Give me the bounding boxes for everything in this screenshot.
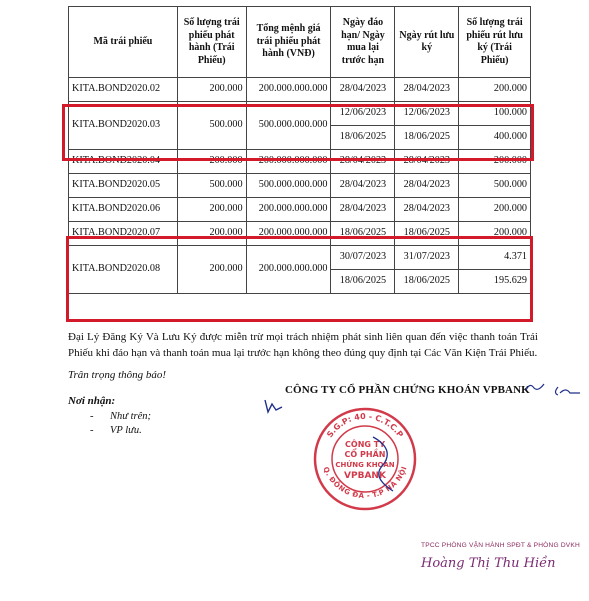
issued-quantity: 200.000 <box>177 222 246 246</box>
issued-quantity: 500.000 <box>177 174 246 198</box>
withdraw-quantity: 195.629 <box>459 270 531 294</box>
total-par-value: 200.000.000.000 <box>246 198 331 222</box>
total-par-value: 200.000.000.000 <box>246 246 331 294</box>
maturity-date: 28/04/2023 <box>331 150 395 174</box>
initial-mark-icon <box>552 383 582 399</box>
withdraw-date: 18/06/2025 <box>395 126 459 150</box>
seal-line: CHỨNG KHOÁN <box>335 461 395 469</box>
recipients-list <box>90 410 151 438</box>
seal-ring-bottom-text: Q. ĐỐNG ĐA - T.P HÀ NỘI <box>321 465 409 501</box>
header-issued-quantity: Số lượng trái phiếu phát hành (Trái Phiếu) <box>177 7 246 78</box>
total-par-value: 200.000.000.000 <box>246 78 331 102</box>
table-row <box>69 174 531 198</box>
maturity-date: 28/04/2023 <box>331 78 395 102</box>
withdraw-date: 28/04/2023 <box>395 174 459 198</box>
highlight-box-bond-03 <box>62 104 534 161</box>
total-par-value: 500.000.000.000 <box>246 102 331 150</box>
bond-code: KITA.BOND2020.03 <box>69 102 178 150</box>
withdraw-date: 28/04/2023 <box>395 198 459 222</box>
withdraw-quantity: 200.000 <box>459 198 531 222</box>
maturity-date: 18/06/2025 <box>331 222 395 246</box>
signer-title: TPCC PHÒNG VẬN HÀNH SPĐT & PHÒNG DVKH <box>421 542 580 549</box>
seal-line: CỔ PHẦN <box>344 450 386 459</box>
closing-regards: Trân trọng thông báo! <box>68 369 167 381</box>
signer-name: Hoàng Thị Thu Hiền <box>421 556 556 571</box>
header-total-par-value: Tổng mệnh giá trái phiếu phát hành (VNĐ) <box>246 7 331 78</box>
withdraw-quantity: 200.000 <box>459 150 531 174</box>
withdraw-quantity: 400.000 <box>459 126 531 150</box>
highlight-box-bonds-07-08 <box>66 236 533 322</box>
total-par-value: 200.000.000.000 <box>246 222 331 246</box>
table-row <box>69 78 531 102</box>
bond-code: KITA.BOND2020.02 <box>69 78 178 102</box>
issued-quantity: 200.000 <box>177 246 246 294</box>
maturity-date: 28/04/2023 <box>331 174 395 198</box>
bond-code: KITA.BOND2020.06 <box>69 198 178 222</box>
recipients-label: Nơi nhận: <box>68 395 116 407</box>
seal-line: CÔNG TY <box>345 440 385 449</box>
total-par-value: 500.000.000.000 <box>246 174 331 198</box>
maturity-date: 12/06/2023 <box>331 102 395 126</box>
withdraw-date: 12/06/2023 <box>395 102 459 126</box>
issued-quantity: 500.000 <box>177 102 246 150</box>
withdraw-quantity: 100.000 <box>459 102 531 126</box>
issued-quantity: 200.000 <box>177 78 246 102</box>
withdraw-date: 28/04/2023 <box>395 150 459 174</box>
maturity-date: 18/06/2025 <box>331 126 395 150</box>
company-seal-icon <box>313 407 418 512</box>
withdraw-quantity: 500.000 <box>459 174 531 198</box>
bond-code: KITA.BOND2020.04 <box>69 150 178 174</box>
maturity-date: 30/07/2023 <box>331 246 395 270</box>
withdraw-date: 18/06/2025 <box>395 270 459 294</box>
withdraw-quantity: 4.371 <box>459 246 531 270</box>
issued-quantity: 200.000 <box>177 150 246 174</box>
bond-code: KITA.BOND2020.07 <box>69 222 178 246</box>
list-item: - Như trên; <box>90 410 151 424</box>
list-item: - VP lưu. <box>90 424 151 438</box>
maturity-date: 28/04/2023 <box>331 198 395 222</box>
maturity-date: 18/06/2025 <box>331 270 395 294</box>
initial-mark-icon <box>262 398 284 416</box>
seal-ring-top-text: S.G.P: 40 - C.T.C.P <box>325 411 405 440</box>
initial-mark-icon <box>524 380 546 394</box>
total-par-value: 200.000.000.000 <box>246 150 331 174</box>
header-maturity-date: Ngày đáo hạn/ Ngày mua lại trước hạn <box>331 7 395 78</box>
withdraw-date: 31/07/2023 <box>395 246 459 270</box>
table-row <box>69 198 531 222</box>
withdraw-quantity: 200.000 <box>459 78 531 102</box>
header-bond-code: Mã trái phiếu <box>69 7 178 78</box>
seal-line: VPBANK <box>344 471 386 481</box>
bond-code: KITA.BOND2020.05 <box>69 174 178 198</box>
header-withdraw-quantity: Số lượng trái phiếu rút lưu ký (Trái Phiếu) <box>459 7 531 78</box>
disclaimer-paragraph: Đại Lý Đăng Ký Và Lưu Ký được miễn trừ mọi trách nhiệm phát sinh liên quan đến việc thanh toán Trái Phiếu khi đáo hạn và thanh toán mua lại trước hạn không theo đúng quy định tại Các Văn Kiện Trái Phiếu. <box>68 331 538 359</box>
issued-quantity: 200.000 <box>177 198 246 222</box>
bond-code: KITA.BOND2020.08 <box>69 246 178 294</box>
header-withdraw-date: Ngày rút lưu ký <box>395 7 459 78</box>
table-header-row <box>69 7 531 78</box>
withdraw-date: 18/06/2025 <box>395 222 459 246</box>
company-name: CÔNG TY CỔ PHẦN CHỨNG KHOÁN VPBANK <box>285 384 530 396</box>
withdraw-quantity: 200.000 <box>459 222 531 246</box>
withdraw-date: 28/04/2023 <box>395 78 459 102</box>
